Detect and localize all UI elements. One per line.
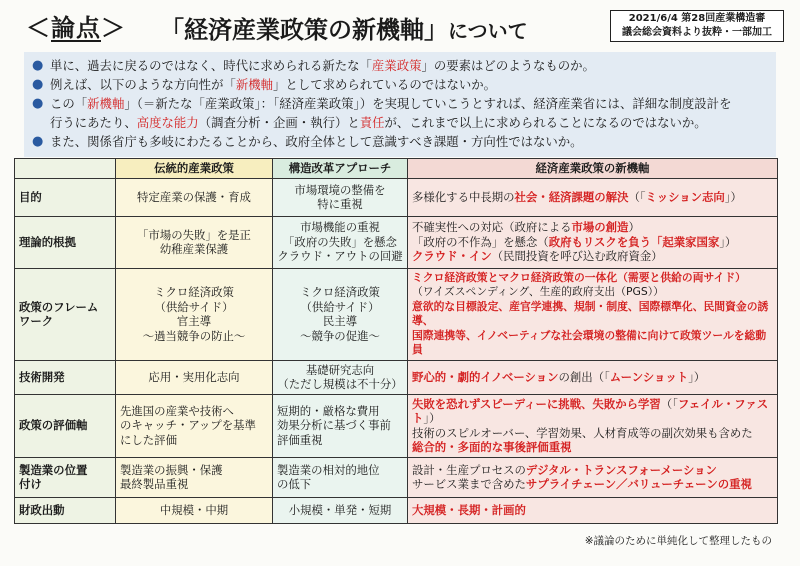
bullet-icon: ● — [32, 77, 44, 92]
row-label: 政策の評価軸 — [15, 394, 116, 457]
cell-text: 」） — [423, 411, 441, 425]
traditional-cell: 中規模・中期 — [116, 497, 273, 523]
cell-text: （民間投資を呼び込む政府資金） — [491, 249, 663, 264]
table-row — [15, 178, 778, 216]
table-header-row — [15, 159, 778, 179]
table-row — [15, 394, 778, 457]
table-row — [15, 360, 778, 394]
cell-text: （ワイズスペンディング、生産的政府支出（PGS）） — [412, 285, 664, 298]
cell-text: ） — [628, 220, 640, 235]
traditional-cell: 先進国の産業や技術へ のキャッチ・アップを基準 にした評価 — [116, 394, 273, 457]
emphasis-text: ミクロ経済政策とマクロ経済政策の一体化（需要と供給の両サイド） — [412, 270, 746, 284]
emphasis-text: 野心的・劇的イノベーション — [412, 369, 559, 384]
emphasis-text: デジタル・トランスフォーメーション — [525, 462, 717, 477]
row-label: 目的 — [15, 178, 116, 216]
bullet-list — [24, 52, 776, 157]
cell-text: 」） — [719, 234, 737, 249]
new-axis-cell — [408, 394, 778, 457]
emphasis-text: クラウド・イン — [412, 249, 492, 264]
new-axis-cell — [408, 178, 778, 216]
new-axis-cell — [408, 216, 778, 268]
cell-text: サービス業まで含めた — [412, 477, 526, 491]
table-header-corner — [15, 159, 116, 179]
table-header-structural: 構造改革アプローチ — [273, 159, 408, 179]
new-axis-cell — [408, 457, 778, 497]
traditional-cell: 製造業の振興・保護 最終製品重視 — [116, 457, 273, 497]
cell-text: 」） — [724, 189, 742, 204]
cell-text: （「 — [628, 189, 646, 204]
footnote: ※議論のために単純化して整理したもの — [584, 535, 772, 547]
emphasis-text: ミッション志向 — [645, 189, 725, 204]
row-label: 技術開発 — [15, 360, 116, 394]
table-header-traditional: 伝統的産業政策 — [116, 159, 273, 179]
cell-text: の創出（「 — [558, 369, 610, 384]
table-row — [15, 268, 778, 360]
emphasis-text: サプライチェーン／バリューチェーンの重視 — [525, 477, 752, 491]
traditional-cell: 特定産業の保護・育成 — [116, 178, 273, 216]
table-header-new-axis: 経済産業政策の新機軸 — [408, 159, 778, 179]
bullet-item: ● 例えば、以下のような方向性が「新機軸」として求められているのではないか。 — [32, 77, 497, 92]
traditional-cell: 応用・実用化志向 — [116, 360, 273, 394]
traditional-cell: 「市場の失敗」を是正 幼稚産業保護 — [116, 216, 273, 268]
emphasis-text: フェイル・ファスト — [412, 396, 769, 425]
table-row — [15, 457, 778, 497]
bullet-icon: ● — [32, 58, 44, 73]
structural-cell: 市場機能の重視 「政府の失敗」を懸念 クラウド・アウトの回避 — [273, 216, 408, 268]
table-row — [15, 497, 778, 523]
emphasis-text: 市場の創造 — [571, 220, 629, 235]
bullet-item: ● この「新機軸」（＝新たな「産業政策」：「経済産業政策」）を実現していこうとすれば、経済産業省には、詳細な制度設計を 行うにあたり、高度な能力（調査分析・企画・執行）と責任が、これまで以上に求められることになるのではないか。 — [32, 96, 732, 130]
row-label: 製造業の位置 付け — [15, 457, 116, 497]
cell-text: 設計・生産プロセスの — [412, 462, 526, 477]
emphasis-text: 社会・経済課題の解決 — [514, 189, 629, 204]
structural-cell: ミクロ経済政策 （供給サイド） 民主導 ～競争の促進～ — [273, 268, 408, 360]
bullet-item: ● 単に、過去に戻るのではなく、時代に求められる新たな「産業政策」の要素はどのようなものか。 — [32, 58, 595, 73]
structural-cell: 小規模・単発・短期 — [273, 497, 408, 523]
ronten-label: ＜論点＞ — [26, 14, 126, 42]
emphasis-text: ムーンショット — [609, 369, 689, 384]
new-axis-cell — [408, 497, 778, 523]
traditional-cell: ミクロ経済政策 （供給サイド） 官主導 ～過当競争の防止～ — [116, 268, 273, 360]
new-axis-cell — [408, 268, 778, 360]
row-label: 理論的根拠 — [15, 216, 116, 268]
cell-text: （「 — [660, 396, 678, 411]
table-row — [15, 216, 778, 268]
new-axis-cell — [408, 360, 778, 394]
cell-text: 「政府の不作為」を懸念（ — [412, 234, 549, 249]
row-label: 政策のフレーム ワーク — [15, 268, 116, 360]
emphasis-text: 総合的・多面的な事後評価重視 — [412, 440, 572, 454]
cell-text: 多様化する中長期の — [412, 189, 515, 204]
structural-cell: 基礎研究志向 （ただし規模は不十分） — [273, 360, 408, 394]
bullet-icon: ● — [32, 96, 44, 111]
bullet-icon: ● — [32, 134, 44, 149]
cell-text: 不確実性への対応（政府による — [412, 220, 572, 235]
structural-cell: 短期的・厳格な費用 効果分析に基づく事前 評価重視 — [273, 394, 408, 457]
comparison-table — [14, 158, 778, 524]
emphasis-text: 意欲的な目標設定、産官学連携、規制・制度、国際標準化、民間資金の誘導、 — [412, 299, 769, 327]
page-title: 「経済産業政策の新機軸」について — [160, 16, 528, 44]
source-badge: 2021/6/4 第28回産業構造審 議会総会資料より抜粋・一部加工 — [610, 10, 784, 42]
row-label: 財政出動 — [15, 497, 116, 523]
cell-text: 」） — [688, 369, 706, 384]
structural-cell: 市場環境の整備を 特に重視 — [273, 178, 408, 216]
emphasis-text: 大規模・長期・計画的 — [412, 502, 526, 517]
emphasis-text: 国際連携等、イノベーティブな社会環境の整備に向けて政策ツールを総動員 — [412, 328, 767, 356]
bullet-item: ● また、関係省庁も多岐にわたることから、政府全体として意識すべき課題・方向性ではないか。 — [32, 134, 583, 149]
cell-text: 技術のスピルオーバー、学習効果、人材育成等の副次効果も含めた — [412, 425, 753, 440]
title-row — [10, 8, 790, 48]
emphasis-text: 政府もリスクを負う「起業家国家 — [548, 234, 720, 249]
structural-cell: 製造業の相対的地位 の低下 — [273, 457, 408, 497]
emphasis-text: 失敗を恐れずスピーディーに挑戦、失敗から学習 — [412, 396, 661, 411]
